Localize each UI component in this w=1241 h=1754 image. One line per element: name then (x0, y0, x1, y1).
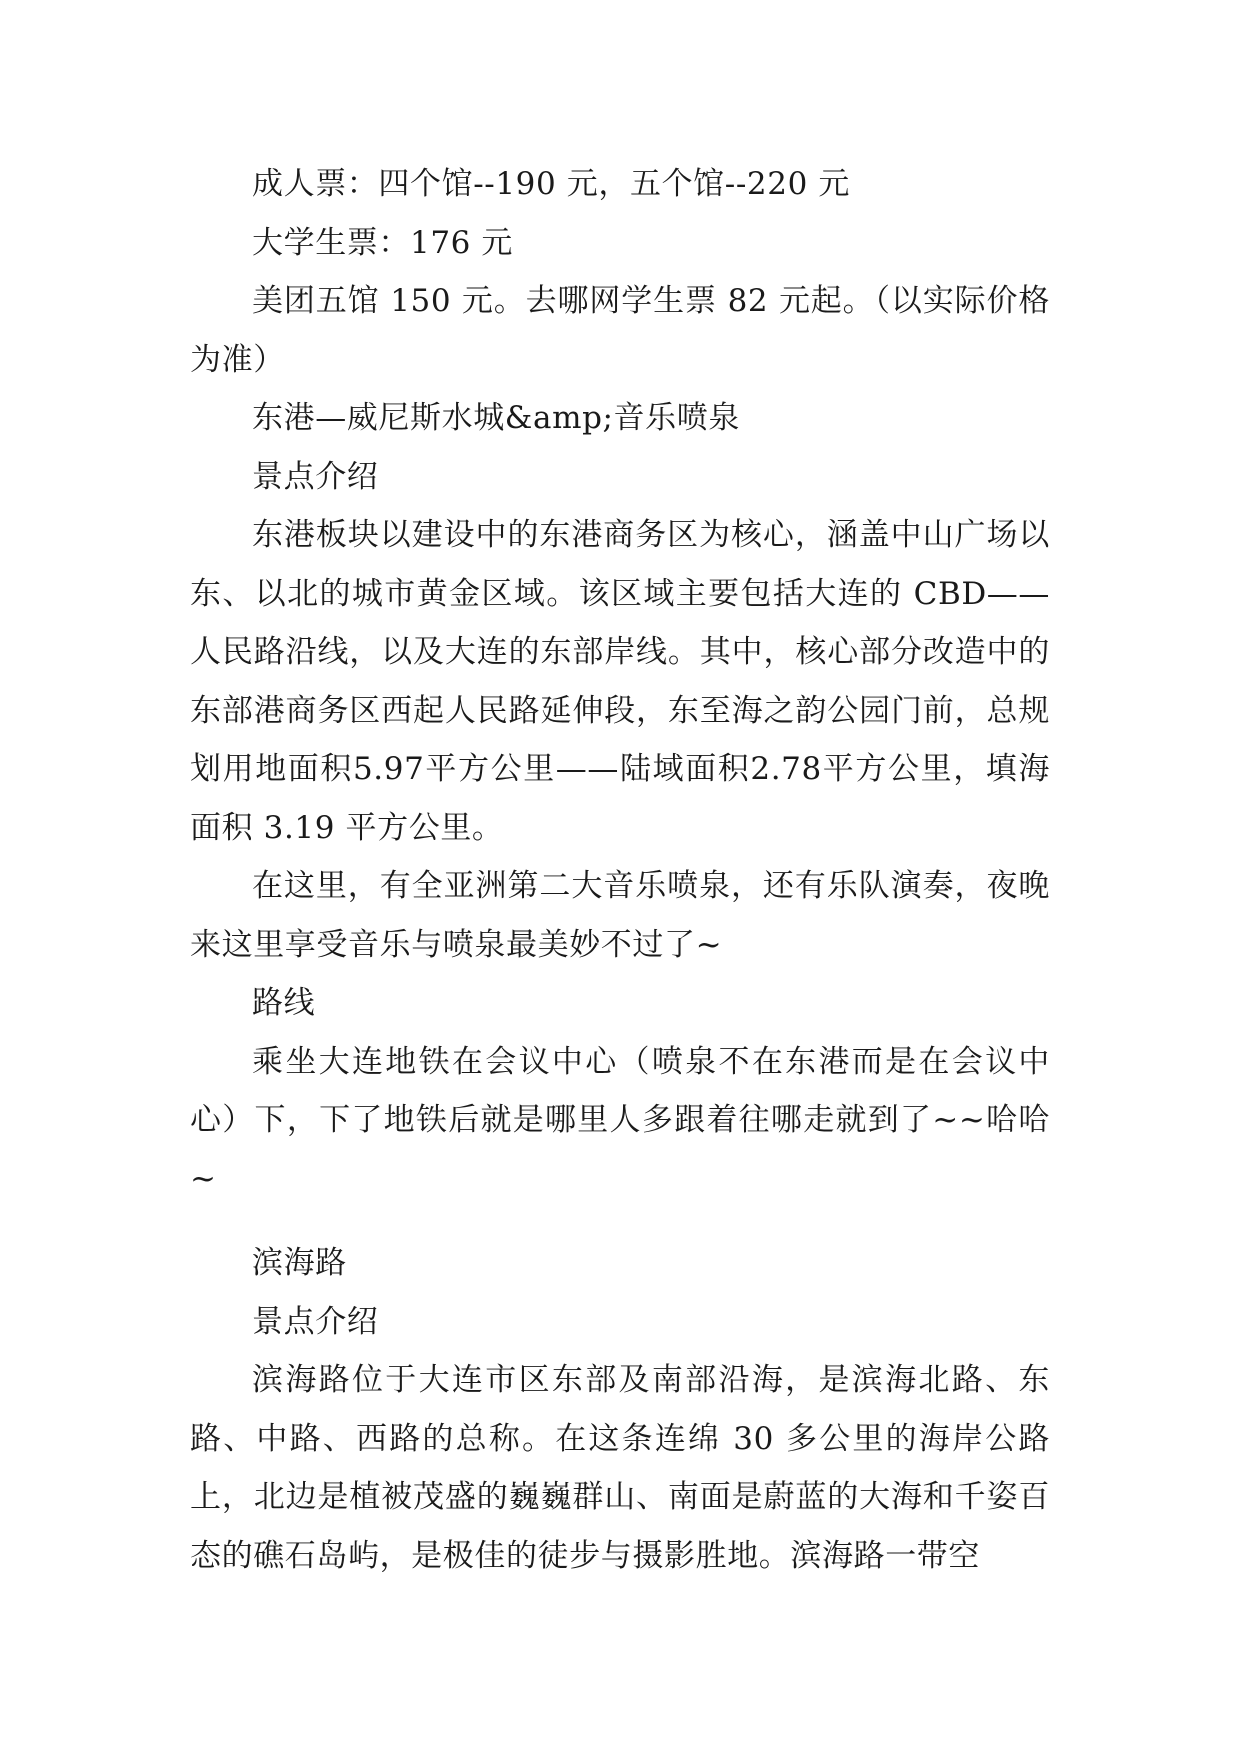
heading-donggang: 东港—威尼斯水城&amp;音乐喷泉 (252, 400, 740, 436)
paragraph-adult-ticket: 成人票：四个馆--190 元，五个馆--220 元 (252, 166, 850, 202)
paragraph-student-ticket: 大学生票：176 元 (252, 224, 514, 261)
heading-route: 路线 (252, 985, 316, 1021)
paragraph-ticket-discount: 美团五馆 150 元。去哪网学生票 82 元起。（以实际价格为准） (190, 283, 1050, 378)
paragraph-music-fountain: 在这里，有全亚洲第二大音乐喷泉，还有乐队演奏，夜晚来这里享受音乐与喷泉最美妙不过了~ (190, 868, 1050, 963)
paragraph-donggang-intro: 东港板块以建设中的东港商务区为核心，涵盖中山广场以东、以北的城市黄金区域。该区域主要包括大连的 CBD——人民路沿线，以及大连的东部岸线。其中，核心部分改造中的东部港商务区西起人民路延伸段，东至海之韵公园门前，总规划用地面积5.97平方公里——陆域面积2.78平方公里，填海面积 3.19 平方公里。 (190, 517, 1050, 846)
heading-attraction-intro-2: 景点介绍 (252, 1303, 379, 1340)
paragraph-spacer (190, 1208, 1050, 1234)
heading-attraction-intro: 景点介绍 (252, 458, 379, 495)
paragraph-binhai-intro: 滨海路位于大连市区东部及南部沿海，是滨海北路、东路、中路、西路的总称。在这条连绵 30 多公里的海岸公路上，北边是植被茂盛的巍巍群山、南面是蔚蓝的大海和千姿百态的礁石岛屿，是极佳的徒步与摄影胜地。滨海路一带空 (190, 1362, 1050, 1574)
heading-binhai-road: 滨海路 (252, 1245, 347, 1281)
paragraph-route: 乘坐大连地铁在会议中心（喷泉不在东港而是在会议中心）下，下了地铁后就是哪里人多跟着往哪走就到了~~哈哈~ (190, 1043, 1050, 1197)
document-body (190, 155, 1050, 1585)
